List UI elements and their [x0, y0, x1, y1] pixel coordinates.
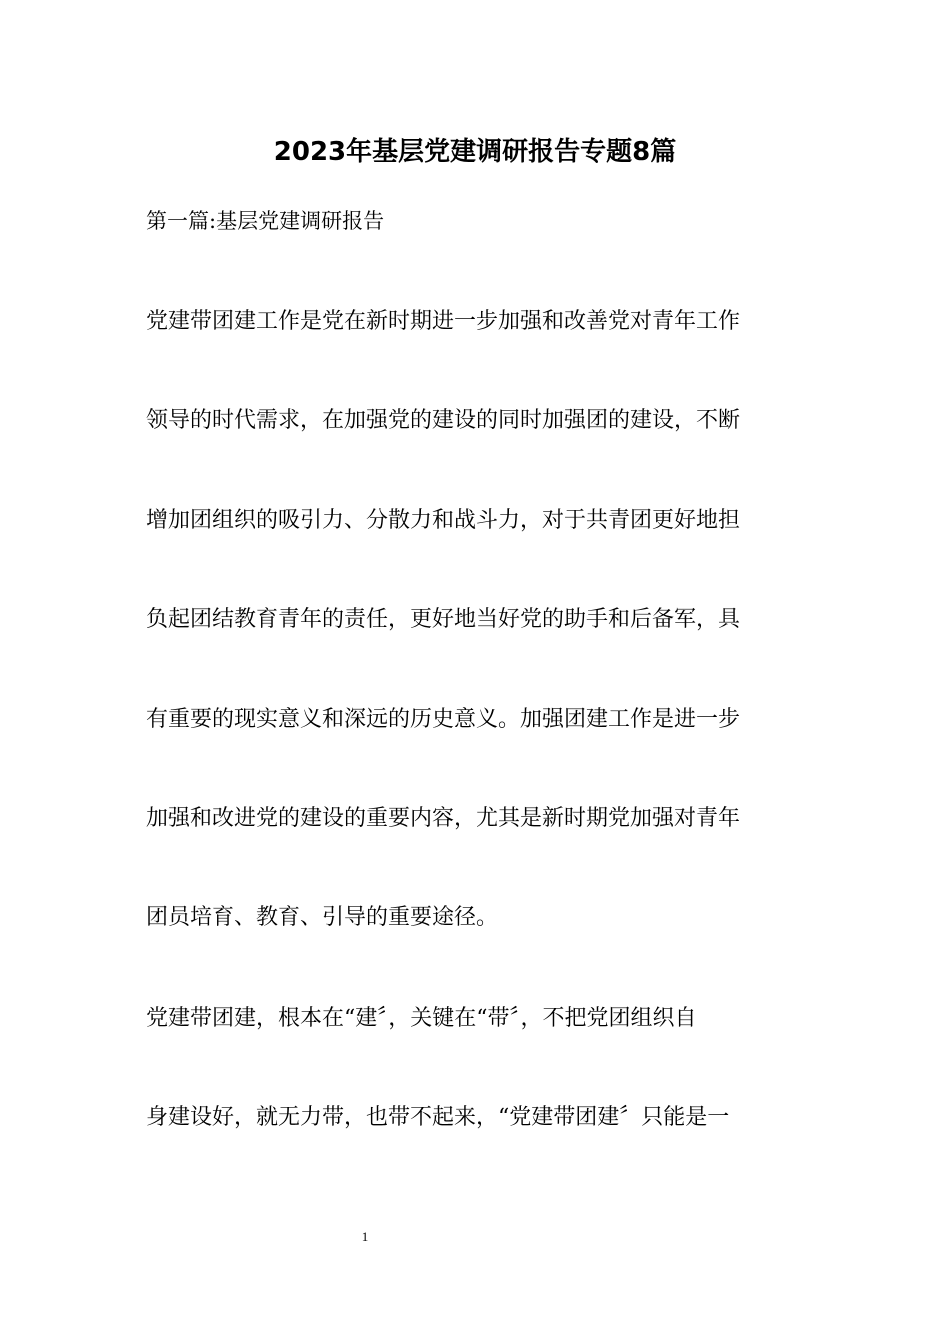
body-line: 领导的时代需求，在加强党的建设的同时加强团的建设，不断	[146, 408, 741, 433]
body-line: 身建设好，就无力带，也带不起来，“党建带团建〞只能是一	[146, 1105, 730, 1130]
body-line: 增加团组织的吸引力、分散力和战斗力，对于共青团更好地担	[146, 508, 741, 533]
body-line: 负起团结教育青年的责任，更好地当好党的助手和后备军，具	[146, 607, 741, 632]
body-line: 有重要的现实意义和深远的历史意义。加强团建工作是进一步	[146, 707, 741, 732]
body-line: 加强和改进党的建设的重要内容，尤其是新时期党加强对青年	[146, 806, 741, 831]
page-number: 1	[361, 1229, 369, 1244]
body-line: 团员培育、教育、引导的重要途径。	[146, 905, 499, 930]
document-title: 2023年基层党建调研报告专题8篇	[273, 137, 677, 167]
body-line: 党建带团建工作是党在新时期进一步加强和改善党对青年工作	[146, 309, 741, 334]
section-heading: 第一篇:基层党建调研报告	[146, 209, 385, 233]
body-line: 党建带团建，根本在“建〞，关键在“带〞，不把党团组织自	[146, 1006, 697, 1031]
